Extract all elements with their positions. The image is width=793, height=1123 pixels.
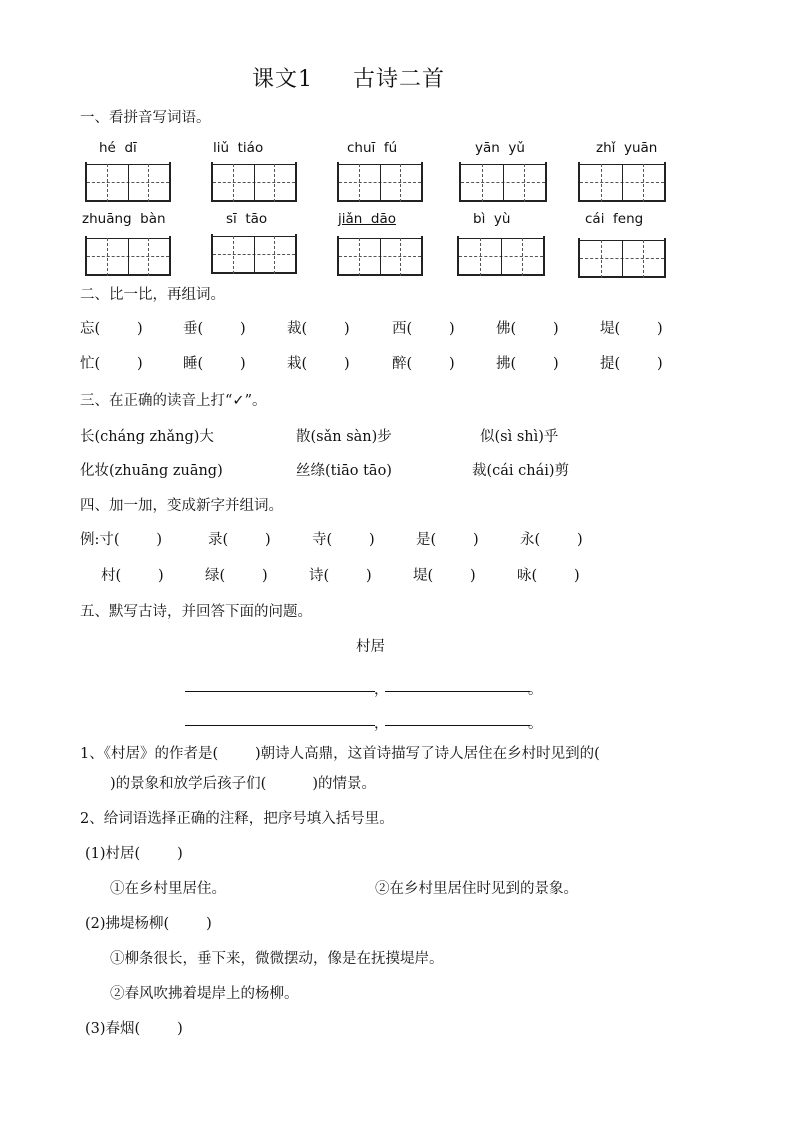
compare-item: 拂( ) (496, 356, 559, 372)
reading-item: 似(sì shì)乎 (480, 429, 559, 445)
writing-grid[interactable] (578, 162, 666, 202)
pinyin-1-2: liǔ tiáo (213, 140, 264, 156)
section-4-heading: 四、加一加，变成新字并组词。 (80, 498, 283, 514)
period: 。 (528, 682, 543, 698)
pinyin-2-3: jiǎn dāo (338, 211, 397, 227)
pinyin-2-4: bì yù (473, 211, 511, 227)
reading-item: 裁(cái chái)剪 (472, 463, 570, 479)
checkmark-icon: ✓ (232, 393, 245, 409)
add-item: 咏( ) (517, 568, 580, 584)
writing-grid[interactable] (578, 238, 666, 278)
writing-grid[interactable] (337, 162, 423, 202)
question-2-1: (1)村居( ) (85, 846, 183, 862)
answer-line[interactable] (385, 725, 530, 726)
compare-item: 裁( ) (287, 321, 350, 337)
answer-line[interactable] (385, 691, 530, 692)
pinyin-2-1: zhuāng bàn (82, 211, 166, 227)
pinyin-2-2: sī tāo (226, 211, 268, 227)
question-1-line-2: )的景象和放学后孩子们( )的情景。 (110, 776, 377, 792)
poem-title: 村居 (356, 639, 385, 655)
writing-grid[interactable] (337, 236, 423, 276)
answer-line[interactable] (185, 691, 375, 692)
writing-grid[interactable] (211, 234, 297, 274)
question-2-2: (2)拂堤杨柳( ) (85, 916, 212, 932)
pinyin-1-1: hé dī (99, 140, 137, 156)
add-item: 录( ) (208, 532, 271, 548)
reading-item: 长(cháng zhǎng)大 (80, 429, 214, 445)
compare-item: 垂( ) (183, 321, 246, 337)
add-item: 是( ) (416, 532, 479, 548)
question-1-line-1: 1、《村居》的作者是( )朝诗人高鼎，这首诗描写了诗人居住在乡村时见到的( (80, 746, 600, 762)
question-2: 2、给词语选择正确的注释，把序号填入括号里。 (80, 811, 394, 827)
compare-item: 睡( ) (183, 356, 246, 372)
section-2-heading: 二、比一比，再组词。 (80, 287, 225, 303)
comma: ， (374, 716, 389, 732)
section-1-heading: 一、看拼音写词语。 (80, 110, 211, 126)
section-3-heading: 三、在正确的读音上打“✓”。 (80, 393, 267, 409)
comma: ， (374, 682, 389, 698)
compare-item: 醉( ) (392, 356, 455, 372)
reading-item: 丝绦(tiāo tāo) (296, 463, 392, 479)
writing-grid[interactable] (85, 162, 171, 202)
add-item: 寺( ) (312, 532, 375, 548)
add-item: 例:寸( ) (80, 532, 163, 548)
add-item: 绿( ) (205, 568, 268, 584)
pinyin-2-5: cái feng (585, 211, 644, 227)
reading-item: 化妆(zhuāng zuāng) (80, 463, 223, 479)
option: ①在乡村里居住。 (110, 881, 226, 897)
add-item: 堤( ) (413, 568, 476, 584)
writing-grid[interactable] (85, 236, 171, 276)
compare-item: 西( ) (392, 321, 455, 337)
question-2-3: (3)春烟( ) (85, 1021, 183, 1037)
compare-item: 忘( ) (80, 321, 143, 337)
writing-grid[interactable] (459, 162, 547, 202)
page-title: 课文1 古诗二首 (252, 67, 445, 92)
compare-item: 提( ) (600, 356, 663, 372)
section-5-heading: 五、默写古诗，并回答下面的问题。 (80, 604, 312, 620)
writing-grid[interactable] (211, 162, 297, 202)
pinyin-1-5: zhǐ yuān (596, 140, 658, 156)
pinyin-1-3: chuī fú (347, 140, 398, 156)
compare-item: 佛( ) (496, 321, 559, 337)
add-item: 永( ) (520, 532, 583, 548)
add-item: 诗( ) (309, 568, 372, 584)
option: ②在乡村里居住时见到的景象。 (375, 881, 578, 897)
add-item: 村( ) (101, 568, 164, 584)
compare-item: 忙( ) (80, 356, 143, 372)
pinyin-1-4: yān yǔ (475, 140, 525, 156)
writing-grid[interactable] (457, 236, 545, 276)
option: ①柳条很长，垂下来，微微摆动，像是在抚摸堤岸。 (110, 951, 444, 967)
answer-line[interactable] (185, 725, 375, 726)
reading-item: 散(sǎn sàn)步 (296, 429, 392, 445)
compare-item: 堤( ) (600, 321, 663, 337)
option: ②春风吹拂着堤岸上的杨柳。 (110, 986, 299, 1002)
period: 。 (528, 716, 543, 732)
compare-item: 栽( ) (287, 356, 350, 372)
